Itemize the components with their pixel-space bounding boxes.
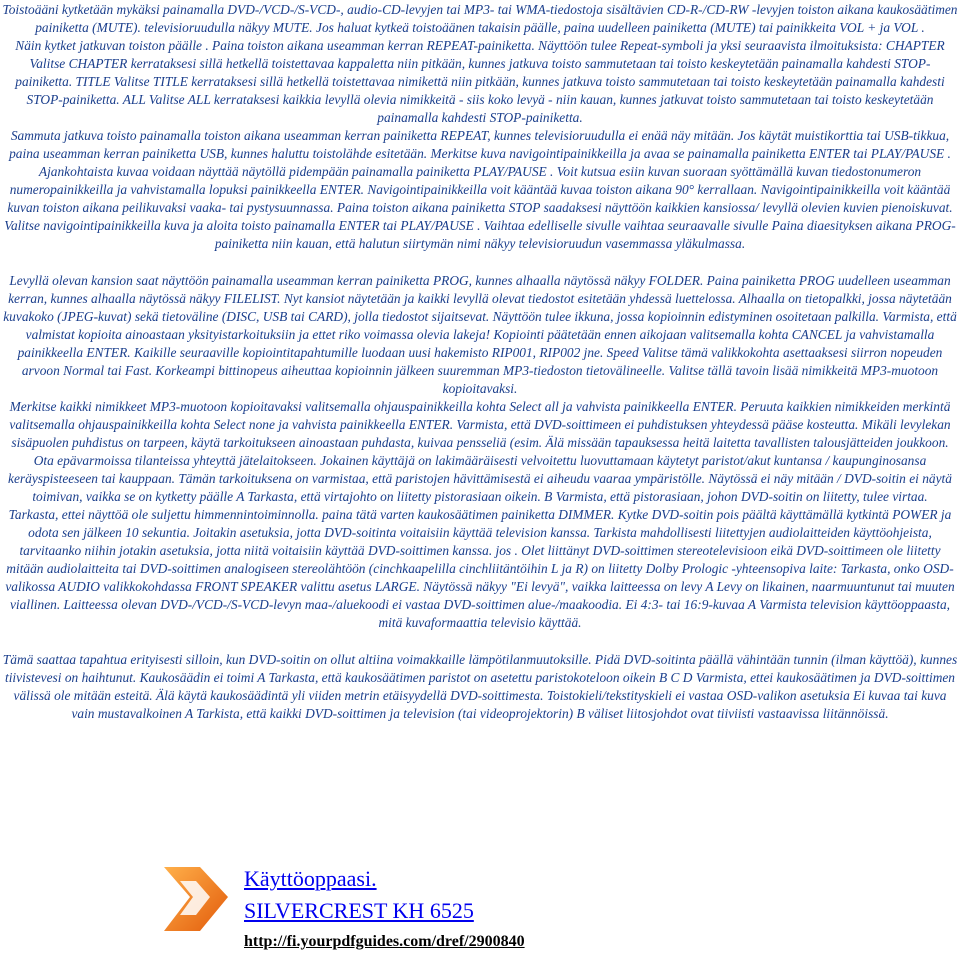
footer — [160, 861, 680, 956]
footer-links — [244, 863, 525, 955]
paragraph-disposal: Ota epävarmoissa tilanteissa yhteyttä jätelaitokseen. Jokainen käyttäjä on lakimääräisesti velvoitettu luovuttamaan käytetyt paristot/akut kuntansa / kaupunginosansa keräyspisteeseen tai kauppaan. Tämän tarkoituksena on varmistaa, että paristojen hävittämisestä ei aiheudu vaaraa ympäristölle. Näytössä ei näy mitään / DVD-soitin ei näytä toimivan, vaikka se on kytketty päälle A Tarkasta, että virtajohto on liitetty pistorasiaan oikein. B Varmista, että pistorasiaan, johon DVD-soitin on liitetty, tulee virtaa. — [8, 453, 952, 504]
paragraph-folder: Levyllä olevan kansion saat näyttöön painamalla useamman kerran painiketta PROG, kunnes alhaalla näytössä näkyy FOLDER. Paina painiketta PROG uudelleen useamman kerran, kunnes alhaalla näytössä näkyy FILELIST. Nyt kansiot näytetään ja kaikki levyllä olevat tiedostot esitetään yhdessä luettelossa. Alhaalla on tietopalkki, jossa näytetään kuvakoko (JPEG-kuvat) sekä tietoväline (DISC, USB tai CARD), jolla tiedostot sijaitsevat. Näyttöön tulee ikkuna, jossa kopioinnin edistyminen osoitetaan palkilla. Varmista, että valmistat kopioita ainoastaan yksityistarkoituksiin ja ettet riko voimassa olevia lakeja! Kopiointi päätetään ennen aikojaan valitsemalla kohta CANCEL ja vahvistamalla painikkeella ENTER. Kaikille seuraaville kopiointitapahtumille luodaan uusi hakemisto RIP001, RIP002 jne. Speed Valitse tämä valikkokohta asettaaksesi siirron nopeuden arvoon Normal tai Fast. Korkeampi bittinopeus aiheuttaa kopioinnin jälkeen suuremman MP3-tiedoston tietovälineelle. Valitse tällä tavoin lisää nimikkeitä MP3-muotoon kopioitavaksi. — [3, 273, 957, 396]
product-link[interactable]: SILVERCREST KH 6525 — [244, 898, 474, 923]
user-guide-link[interactable]: Käyttöoppaasi. — [244, 866, 377, 891]
paragraph-repeat: Näin kytket jatkuvan toiston päälle . Paina toiston aikana useamman kerran REPEAT-painiketta. Näyttöön tulee Repeat-symboli ja yksi seuraavista ilmoituksista: CHAPTER Valitse CHAPTER kerrataksesi sillä hetkellä toistettavaa kappaletta niin pitkään, kunnes jatkuva toisto sammutetaan tai toisto keskeytetään painamalla kahdesti STOP-painiketta. TITLE Valitse TITLE kerrataksesi sillä hetkellä toistettavaa nimikettä niin pitkään, kunnes jatkuva toisto sammutetaan tai toisto keskeytetään painamalla kahdesti STOP-painiketta. ALL Valitse ALL kerrataksesi kaikkia levyllä olevia nimikkeitä - siis koko levyä - niin kauan, kunnes jatkuvat toisto sammutetaan tai toisto keskeytetään painamalla kahdesti STOP-painiketta. — [15, 38, 945, 125]
paragraph-condensation: Tämä saattaa tapahtua erityisesti silloin, kun DVD-soitin on ollut altiina voimakkaille lämpötilanmuutoksille. Pidä DVD-soitinta päällä vähintään tunnin (ilman käyttöä), kunnes tiivistevesi on haihtunut. Kaukosäädin ei toimi A Tarkasta, että kaukosäätimen paristot on asetettu paristokoteloon oikein B C D Varmista, ettei kaukosäätimen ja DVD-soittimen välissä ole mitään esteitä. Älä käytä kaukosäädintä yli viiden metrin etäisyydellä DVD-soittimesta. Toistokieli/tekstityskieli ei vastaa OSD-valikon asetuksia Ei kuvaa tai kuva vain mustavalkoinen A Tarkista, että kaikki DVD-soittimen ja television (tai videoprojektorin) B väliset liitosjohdot ovat tiiviisti vastaavissa liitännöissä. — [2, 652, 958, 721]
paragraph-repeat-off: Sammuta jatkuva toisto painamalla toiston aikana useamman kerran painiketta REPEAT, kunnes televisioruudulla ei enää näy mitään. Jos käytät muistikorttia tai USB-tikkua, paina useamman kerran painiketta USB, kunnes haluttu toistolähde esitetään. Merkitse kuva navigointipainikkeilla ja avaa se painamalla painiketta ENTER tai PLAY/PAUSE . Ajankohtaista kuvaa voidaan näyttää näytöllä pidempään painamalla painiketta PLAY/PAUSE . Voit kutsua esiin kuvan suoraan syöttämällä kuvan tiedostonumeron numeropainikkeilla ja vahvistamalla lopuksi painikkeella ENTER. Navigointipainikkeilla voit kääntää kuvaa toiston aikana 90° kerrallaan. Navigointipainikkeilla voit kääntää kuvan toiston aikana peilikuvaksi vaaka- tai pystysuunnassa. Paina toiston aikana painiketta STOP saadaksesi näyttöön kaikkien kansiossa/ levyllä olevien kuvien pienoiskuvat. Valitse navigointipainikkeilla kuva ja aloita toisto painamalla ENTER tai PLAY/PAUSE . Vaihtaa edelliselle sivulle vaihtaa seuraavalle sivulle Paina diaesityksen aikana PROG-painiketta niin kauan, että halutun siirtymän nimi näkyy televisioruudun vasemmassa yläkulmassa. — [4, 128, 956, 251]
url-link[interactable]: http://fi.yourpdfguides.com/dref/2900840 — [244, 933, 525, 950]
orange-arrow-icon — [160, 861, 232, 939]
paragraph-mute: Toistoääni kytketään mykäksi painamalla DVD-/VCD-/S-VCD-, audio-CD-levyjen tai MP3- tai WMA-tiedostoja sisältävien CD-R-/CD-RW -levyjen toiston aikana kaukosäätimen painiketta (MUTE). televisioruudulla näkyy MUTE. Jos haluat kytkeä toistoäänen takaisin päälle, paina uudelleen painiketta (MUTE) tai painikkeita VOL + ja VOL . — [2, 2, 958, 35]
paragraph-troubleshoot: Tarkasta, ettei näyttöä ole suljettu himmennintoiminnolla. paina tätä varten kaukosäätimen painiketta DIMMER. Kytke DVD-soitin pois päältä käyttämällä kytkintä POWER ja odota sen jälkeen 10 sekuntia. Joitakin asetuksia, jotta DVD-soitinta voitaisiin käyttää television kanssa. Tarkista mahdollisesti liitettyjen audiolaitteiden käyttöohjeista, tarvitaanko niihin jotakin asetuksia, jotta niitä voitaisiin käyttää DVD-soittimen kanssa. jos . Olet liittänyt DVD-soittimen stereotelevisioon eikä DVD-soittimeen ole liitetty mitään audiolaitteita tai DVD-soittimen analogiseen stereolähtöön (cinchkaapelilla cinchliitäntöihin L ja R) on liitetty Dolby Prologic -yhteensopiva laite: Tarkasta, onko OSD-valikossa AUDIO valikkokohdassa FRONT SPEAKER valittu asetus LARGE. Näytössä näkyy "Ei levyä", vaikka laitteessa on levy A Levy on likainen, naarmuuntunut tai muuten viallinen. Laitteessa olevan DVD-/VCD-/S-VCD-levyn maa-/aluekoodi ei vastaa DVD-soittimen alue-/maakoodia. Ei 4:3- tai 16:9-kuvaa A Varmista television käyttöoppaasta, mitä kuvaformaattia televisio käyttää. — [5, 507, 955, 630]
paragraph-select: Merkitse kaikki nimikkeet MP3-muotoon kopioitavaksi valitsemalla ohjauspainikkeilla kohta Select all ja vahvista painikkeella ENTER. Peruuta kaikkien nimikkeiden merkintä valitsemalla ohjauspainikkeilla kohta Select none ja vahvista painikkeella ENTER. Varmista, että DVD-soittimeen ei puhdistuksen yhteydessä pääse kosteutta. Mikäli levylekan sisäpuolen puhdistus on tarpeen, käytä tarkoitukseen ainoastaan puhdasta, kuivaa pensseliä (esim. Älä missään tapauksessa heitä laitetta tavallisten talousjätteiden joukkoon. — [9, 399, 951, 450]
